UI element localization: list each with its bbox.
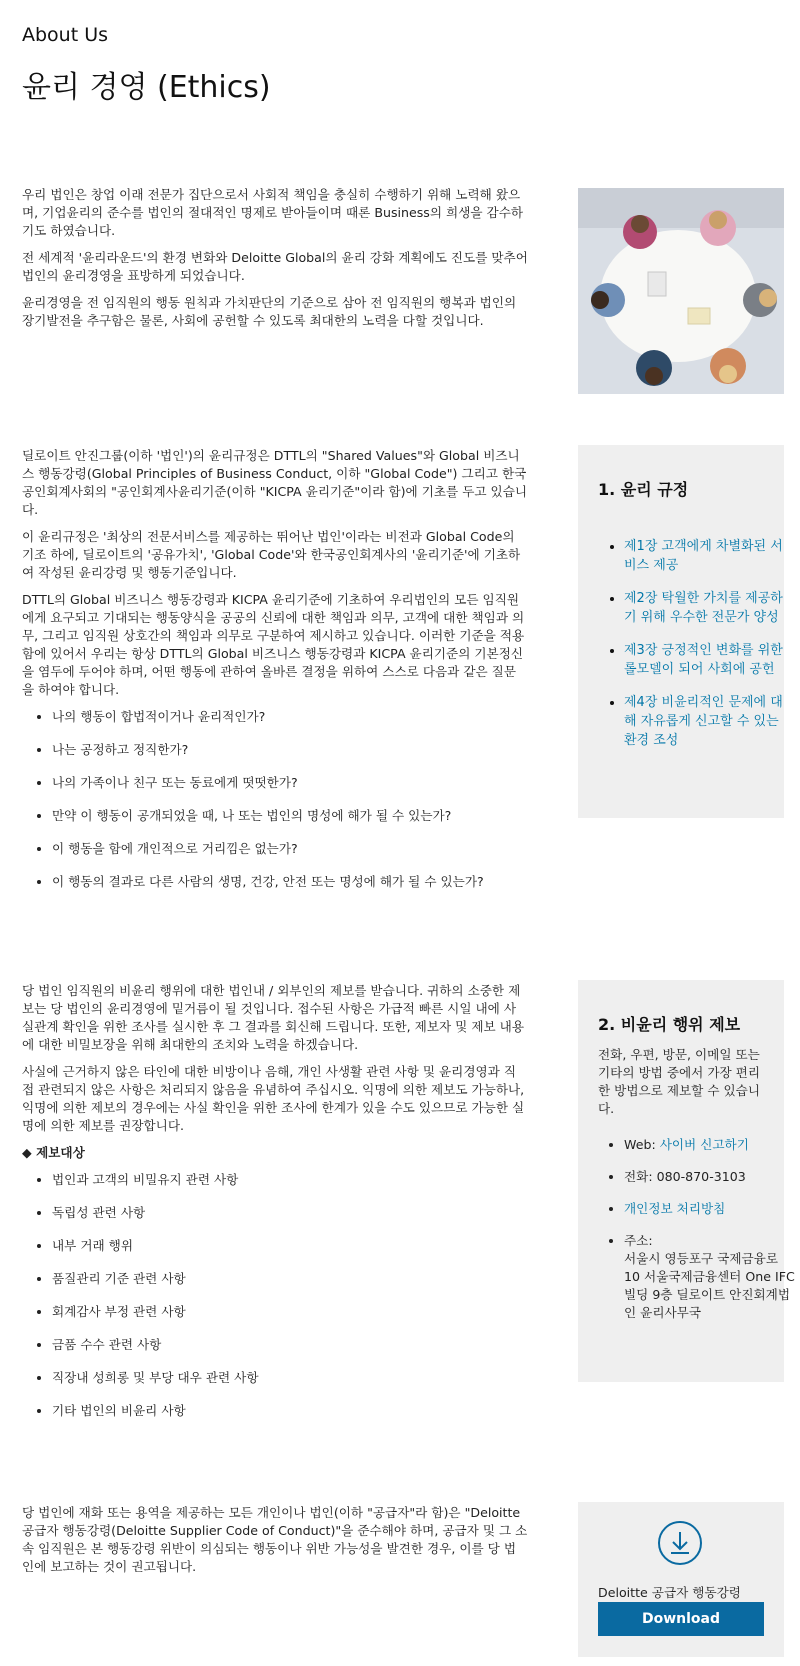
list-item: • 내부 거래 행위 <box>52 1237 528 1255</box>
meeting-photo <box>578 188 784 394</box>
web-label: Web: <box>624 1137 660 1152</box>
download-icon[interactable] <box>657 1520 703 1566</box>
list-item: • 만약 이 행동이 공개되었을 때, 나 또는 법인의 명성에 해가 될 수 있는가? <box>52 807 528 825</box>
contact-list <box>598 1136 796 1336</box>
cyber-report-link[interactable]: 사이버 신고하기 <box>659 1137 749 1152</box>
panel-heading: 2. 비윤리 행위 제보 <box>598 1015 741 1034</box>
list-item: • 품질관리 기준 관련 사항 <box>52 1270 528 1288</box>
code-paragraph: 이 윤리규정은 '최상의 전문서비스를 제공하는 뛰어난 법인'이라는 비전과 Global Code의 기조 하에, 딜로이트의 '공유가치', 'Global Code'와 한국공인회계사의 '윤리기준'에 기초하여 작성된 윤리강령 및 행동기준입니다. <box>22 529 521 580</box>
chapter-4-link[interactable]: 제4장 비윤리적인 문제에 대해 자유롭게 신고할 수 있는 환경 조성 <box>624 695 783 748</box>
download-button[interactable]: Download <box>598 1602 764 1636</box>
report-paragraph: 사실에 근거하지 않은 타인에 대한 비방이나 음해, 개인 사생활 관련 사항 및 윤리경영과 직접 관련되지 않은 사항은 처리되지 않음을 유념하여 주십시오. 익명에 의한 제보도 가능하나, 익명에 의한 제보의 경우에는 사실 확인을 위한 조사에 한계가 있을 수도 있으므로 가능한 실명에 의한 제보를 권장합니다. <box>22 1064 525 1133</box>
download-label: Deloitte 공급자 행동강령 <box>598 1585 741 1600</box>
code-paragraph: DTTL의 Global 비즈니스 행동강령과 KICPA 윤리기준에 기초하여 우리법인의 모든 임직원에게 요구되고 기대되는 행동양식을 공공의 신뢰에 대한 책임과 의무, 고객에 대한 책임과 의무, 그리고 임직원 상호간의 책임과 의무로 구분하여 제시하고 있습니다. 이러한 기준을 적용함에 있어서 우리는 항상 DTTL의 Global 비즈니스 행동강령과 KICPA 윤리기준의 기본정신을 염두에 두어야 하며, 어떤 행동에 관하여 올바른 결정을 위하여 스스로 다음과 같은 질문을 하여야 합니다. <box>22 592 525 697</box>
chapter-1-link[interactable]: 제1장 고객에게 차별화된 서비스 제공 <box>624 539 783 573</box>
report-panel <box>578 980 795 1382</box>
list-item: • 이 행동을 함에 개인적으로 거리낌은 없는가? <box>52 840 528 858</box>
list-item: • 법인과 고객의 비밀유지 관련 사항 <box>52 1171 528 1189</box>
address-text: 서울시 영등포구 국제금융로 10 서울국제금융센터 One IFC 빌딩 9층 딜로이트 안진회계법인 윤리사무국 <box>624 1251 795 1320</box>
supplier-text <box>22 1504 528 1585</box>
address-label: 주소: <box>624 1233 653 1248</box>
list-item: • 회계감사 부정 관련 사항 <box>52 1303 528 1321</box>
contact-web <box>624 1136 796 1154</box>
code-paragraph: 딜로이트 안진그룹(이하 '법인')의 윤리규정은 DTTL의 "Shared Values"와 Global 비즈니스 행동강령(Global Principles of Business Conduct, 이하 "Global Code") 그리고 한국공인회계사회의 "공인회계사윤리기준(이하 "KICPA 윤리기준"이라 함)에 기초를 두고 있습니다. <box>22 448 528 517</box>
intro-paragraph: 전 세계적 '윤리라운드'의 환경 변화와 Deloitte Global의 윤리 강화 계획에도 진도를 맞추어 법인의 윤리경영을 표방하게 되었습니다. <box>22 250 528 283</box>
question-list <box>22 708 528 891</box>
report-panel-intro: 전화, 우편, 방문, 이메일 또는 기타의 방법 중에서 가장 편리한 방법으로 제보할 수 있습니다. <box>598 1047 760 1116</box>
report-text <box>22 982 528 1435</box>
list-item: • 직장내 성희롱 및 부당 대우 관련 사항 <box>52 1369 528 1387</box>
list-item: • 기타 법인의 비윤리 사항 <box>52 1402 528 1420</box>
privacy-policy-link[interactable]: 개인정보 처리방침 <box>624 1201 726 1216</box>
report-subhead: ◆ 제보대상 <box>22 1145 85 1160</box>
page-title: 윤리 경영 (Ethics) <box>22 70 271 105</box>
download-panel <box>578 1502 784 1657</box>
ethics-rules-panel <box>578 445 784 818</box>
report-target-list <box>22 1171 528 1420</box>
intro-paragraph: 윤리경영을 전 임직원의 행동 원칙과 가치판단의 기준으로 삼아 전 임직원의 행복과 법인의 장기발전을 추구함은 물론, 사회에 공헌할 수 있도록 최대한의 노력을 다할 것입니다. <box>22 295 517 328</box>
list-item: • 이 행동의 결과로 다른 사람의 생명, 건강, 안전 또는 명성에 해가 될 수 있는가? <box>52 873 528 891</box>
contact-phone: • 전화: 080-870-3103 <box>624 1168 796 1186</box>
code-text <box>22 447 528 906</box>
panel-heading: 1. 윤리 규정 <box>598 480 689 499</box>
chapter-link-list <box>598 537 792 764</box>
chapter-2-link[interactable]: 제2장 탁월한 가치를 제공하기 위해 우수한 전문가 양성 <box>624 591 783 625</box>
section-eyebrow: About Us <box>22 24 109 46</box>
list-item: • 독립성 관련 사항 <box>52 1204 528 1222</box>
intro-text <box>22 186 528 339</box>
intro-paragraph: 우리 법인은 창업 이래 전문가 집단으로서 사회적 책임을 충실히 수행하기 위해 노력해 왔으며, 기업윤리의 준수를 법인의 절대적인 명제로 받아들이며 때론 Business의 희생을 감수하기도 하였습니다. <box>22 187 524 238</box>
contact-address <box>624 1232 796 1322</box>
list-item: • 금품 수수 관련 사항 <box>52 1336 528 1354</box>
list-item: • 나의 행동이 합법적이거나 윤리적인가? <box>52 708 528 726</box>
report-paragraph: 당 법인 임직원의 비윤리 행위에 대한 법인내 / 외부인의 제보를 받습니다. 귀하의 소중한 제보는 당 법인의 윤리경영에 밑거름이 될 것입니다. 접수된 사항은 가급적 빠른 시일 내에 사실관계 확인을 위한 조사를 실시한 후 그 결과를 회신해 드립니다. 또한, 제보자 및 제보 내용에 대한 비밀보장을 위해 최대한의 조치와 노력을 하겠습니다. <box>22 983 525 1052</box>
list-item: • 나의 가족이나 친구 또는 동료에게 떳떳한가? <box>52 774 528 792</box>
list-item: • 나는 공정하고 정직한가? <box>52 741 528 759</box>
chapter-3-link[interactable]: 제3장 긍정적인 변화를 위한 롤모델이 되어 사회에 공헌 <box>624 643 783 677</box>
supplier-paragraph: 당 법인에 재화 또는 용역을 제공하는 모든 개인이나 법인(이하 "공급자"라 함)은 "Deloitte 공급자 행동강령(Deloitte Supplier Code of Conduct)"을 준수해야 하며, 공급자 및 그 소속 임직원은 본 행동강령 위반이 의심되는 행동이나 위반 가능성을 발견한 경우, 이를 당 법인에 보고하는 것이 권고됩니다. <box>22 1505 528 1574</box>
